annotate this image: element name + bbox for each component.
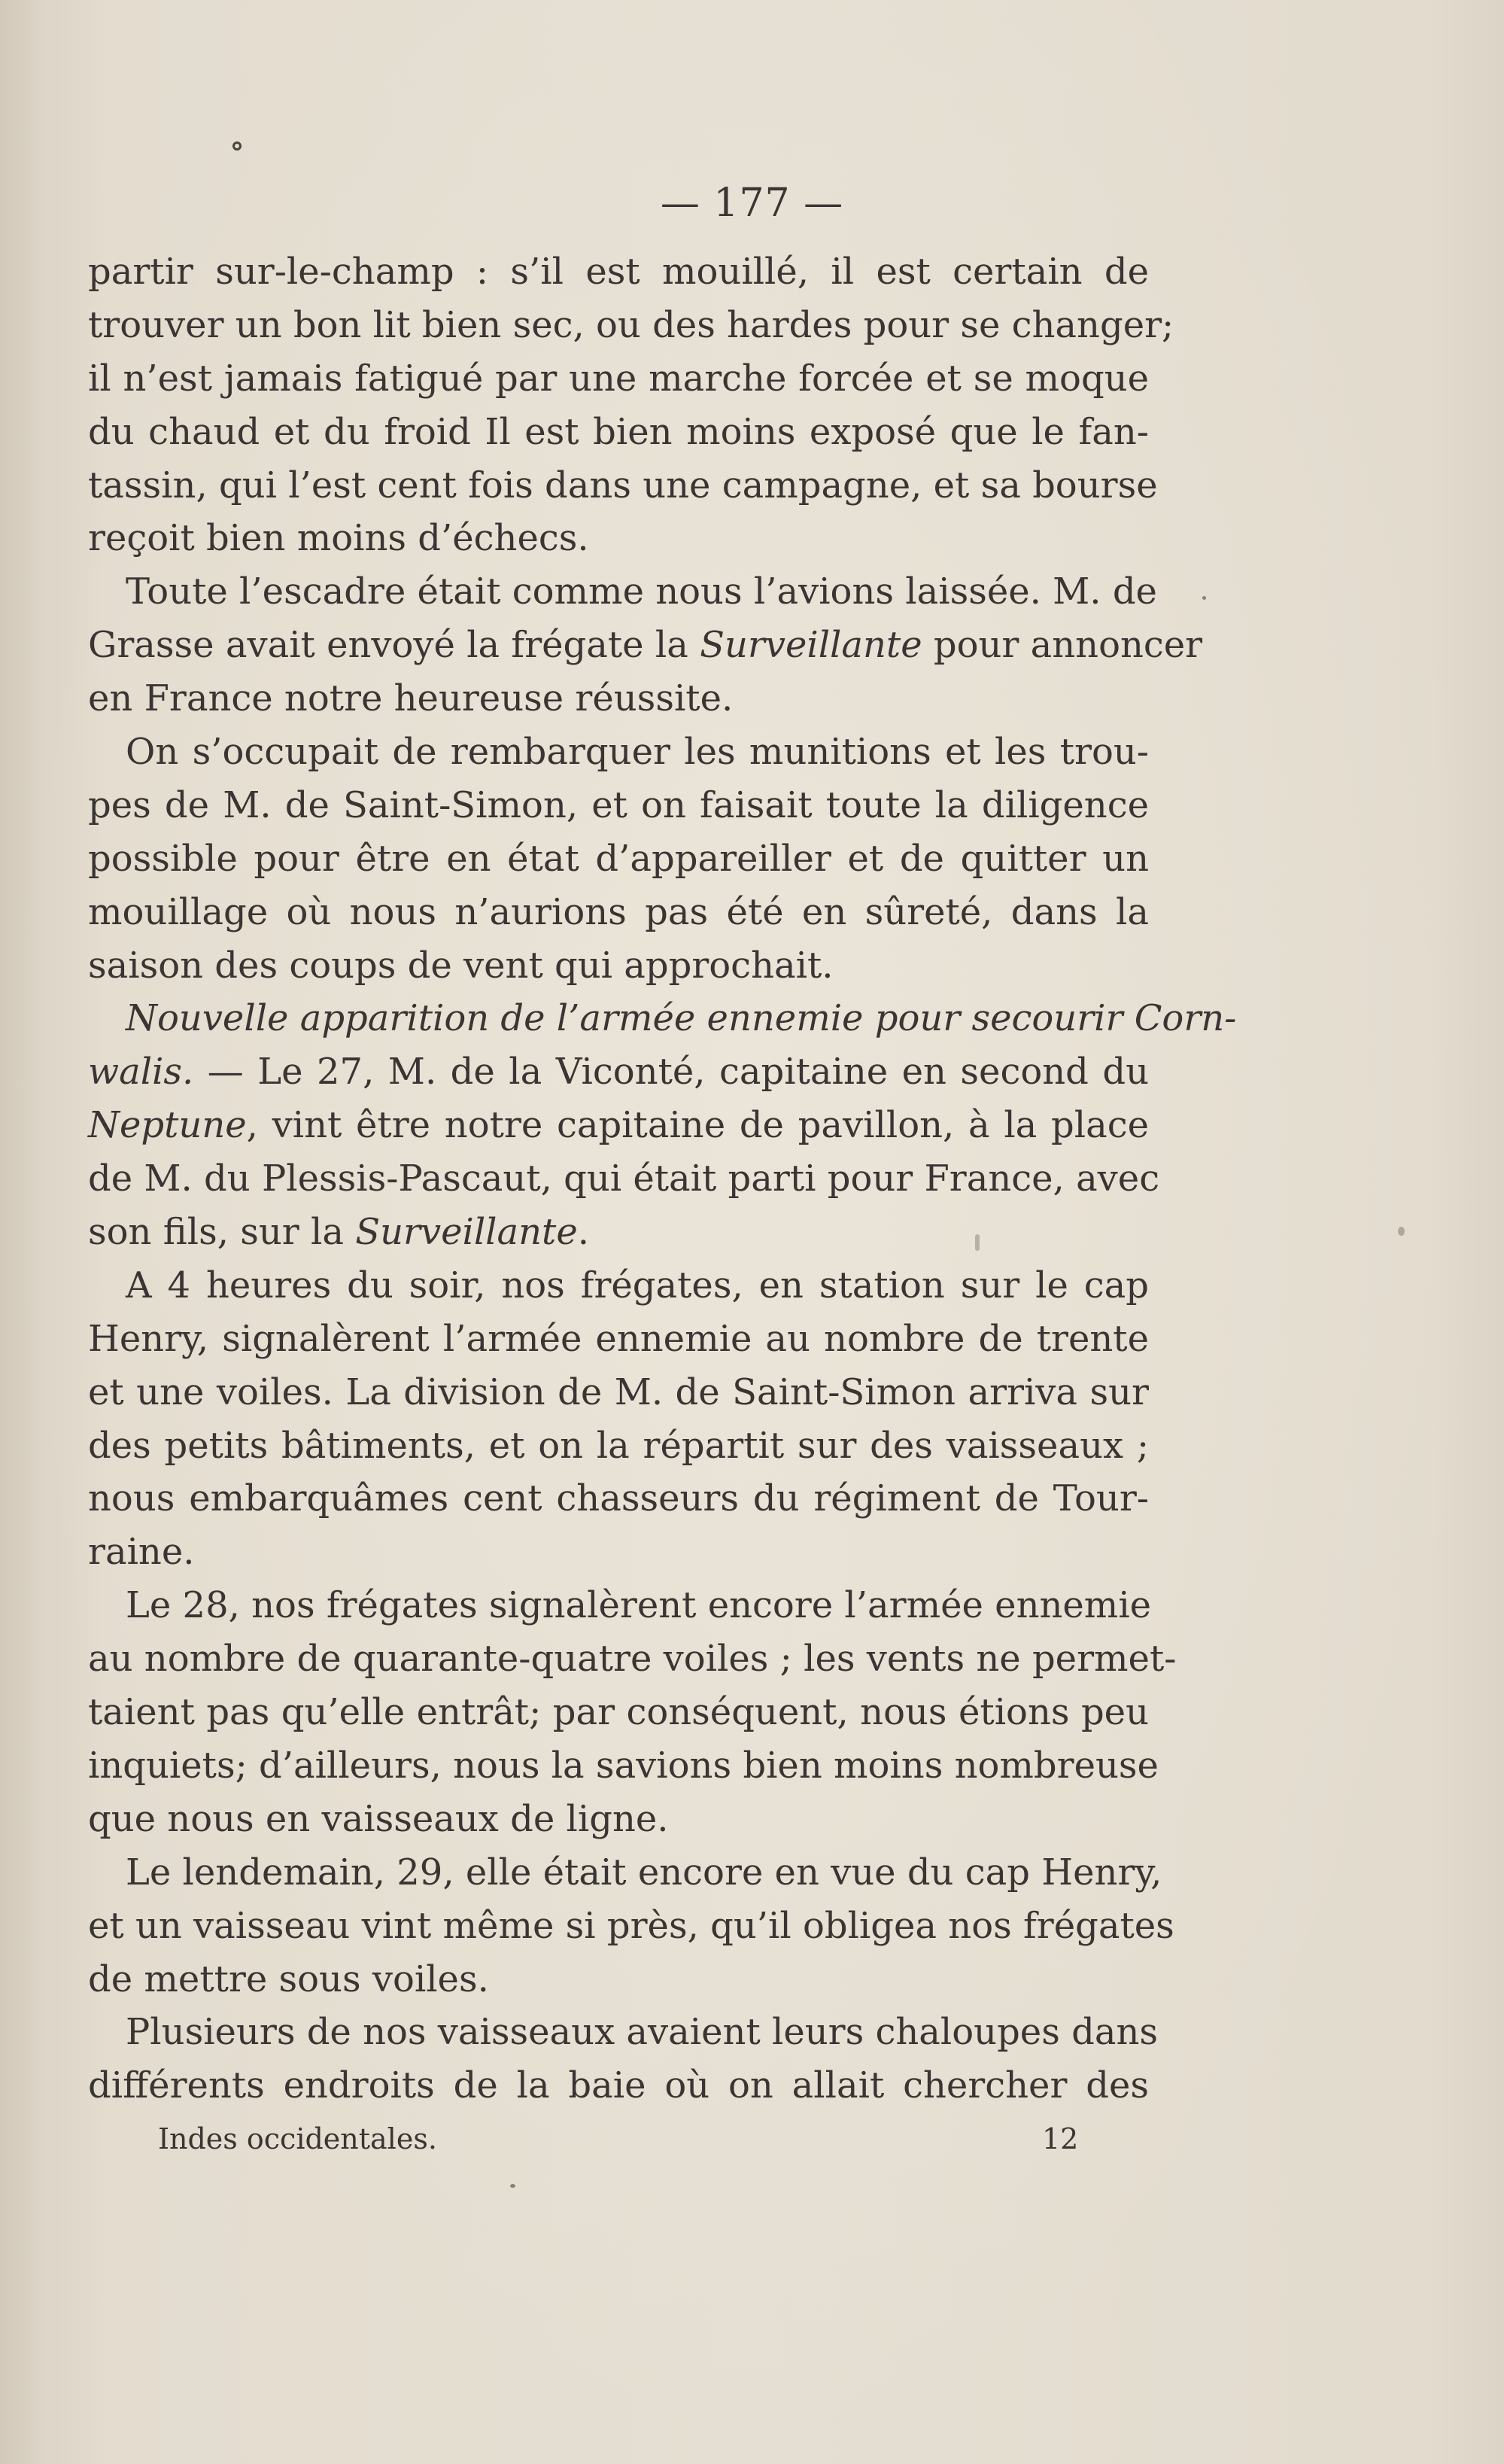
text-line: A 4 heures du soir, nos frégates, en station sur le cap	[126, 1264, 1149, 1307]
text-line: des petits bâtiments, et on la répartit sur des vaisseaux ;	[88, 1424, 1149, 1467]
text-line: pes de M. de Saint-Simon, et on faisait toute la diligence	[88, 783, 1149, 826]
text-line: raine.	[88, 1531, 195, 1574]
text-line: On s’occupait de rembarquer les munitions et les trou-	[126, 731, 1149, 774]
text-line: nous embarquâmes cent chasseurs du régiment de Tour-	[88, 1477, 1149, 1520]
text-line: il n’est jamais fatigué par une marche forcée et se moque	[88, 357, 1149, 400]
text-line: partir sur-le-champ : s’il est mouillé, il est certain de	[88, 251, 1149, 293]
paper-speck	[1398, 1227, 1405, 1236]
text-line: son fils, sur la Surveillante.	[88, 1211, 590, 1254]
text-line: Grasse avait envoyé la frégate la Surveillante pour annoncer	[88, 624, 1203, 667]
paper-speck	[1202, 596, 1206, 600]
text-line: mouillage où nous n’aurions pas été en sûreté, dans la	[88, 890, 1149, 933]
ornament-dot	[232, 141, 242, 151]
text-line: et un vaisseau vint même si près, qu’il obligea nos frégates	[88, 1904, 1174, 1947]
text-line: walis. — Le 27, M. de la Viconté, capitaine en second du	[88, 1051, 1149, 1094]
text-line: que nous en vaisseaux de ligne.	[88, 1797, 669, 1840]
body-text	[88, 245, 1237, 2113]
sheet-number: 12	[1042, 2122, 1079, 2155]
text-line: possible pour être en état d’appareiller et de quitter un	[88, 837, 1149, 880]
text-line: Le lendemain, 29, elle était encore en vue du cap Henry,	[126, 1851, 1162, 1894]
ship-name-italic: Surveillante	[700, 624, 922, 667]
text-line: taient pas qu’elle entrât; par conséquent, nous étions peu	[88, 1691, 1149, 1734]
text-line: saison des coups de vent qui approchait.	[88, 944, 834, 987]
text-line: et une voiles. La division de M. de Saint-Simon arriva sur	[88, 1370, 1149, 1413]
signature-mark: Indes occidentales.	[158, 2122, 437, 2155]
section-heading-line: Nouvelle apparition de l’armée ennemie pour secourir Corn-	[126, 997, 1237, 1040]
page-number-header: — 177 —	[660, 181, 844, 226]
text-line: tassin, qui l’est cent fois dans une campagne, et sa bourse	[88, 464, 1158, 506]
text-line: Neptune, vint être notre capitaine de pavillon, à la place	[88, 1104, 1149, 1147]
text-line: différents endroits de la baie où on allait chercher des	[88, 2064, 1149, 2107]
text-line: reçoit bien moins d’échecs.	[88, 517, 589, 560]
text-line: de mettre sous voiles.	[88, 1958, 489, 2000]
text-line: Le 28, nos frégates signalèrent encore l’armée ennemie	[126, 1584, 1152, 1627]
paper-speck	[510, 2184, 515, 2188]
text-line: trouver un bon lit bien sec, ou des hardes pour se changer;	[88, 303, 1174, 346]
text-line: du chaud et du froid Il est bien moins exposé que le fan-	[88, 410, 1149, 453]
text-line: Henry, signalèrent l’armée ennemie au nombre de trente	[88, 1317, 1149, 1360]
text-line: Plusieurs de nos vaisseaux avaient leurs chaloupes dans	[126, 2011, 1158, 2054]
paper-speck	[975, 1234, 980, 1251]
ship-name-italic: Neptune	[88, 1104, 247, 1147]
text-line: de M. du Plessis-Pascaut, qui était parti pour France, avec	[88, 1157, 1160, 1200]
ship-name-italic: Surveillante	[355, 1211, 578, 1254]
text-line: inquiets; d’ailleurs, nous la savions bien moins nombreuse	[88, 1744, 1159, 1787]
text-line: au nombre de quarante-quatre voiles ; les vents ne permet-	[88, 1638, 1177, 1681]
text-line: Toute l’escadre était comme nous l’avions laissée. M. de	[126, 570, 1157, 613]
text-line: en France notre heureuse réussite.	[88, 677, 734, 720]
